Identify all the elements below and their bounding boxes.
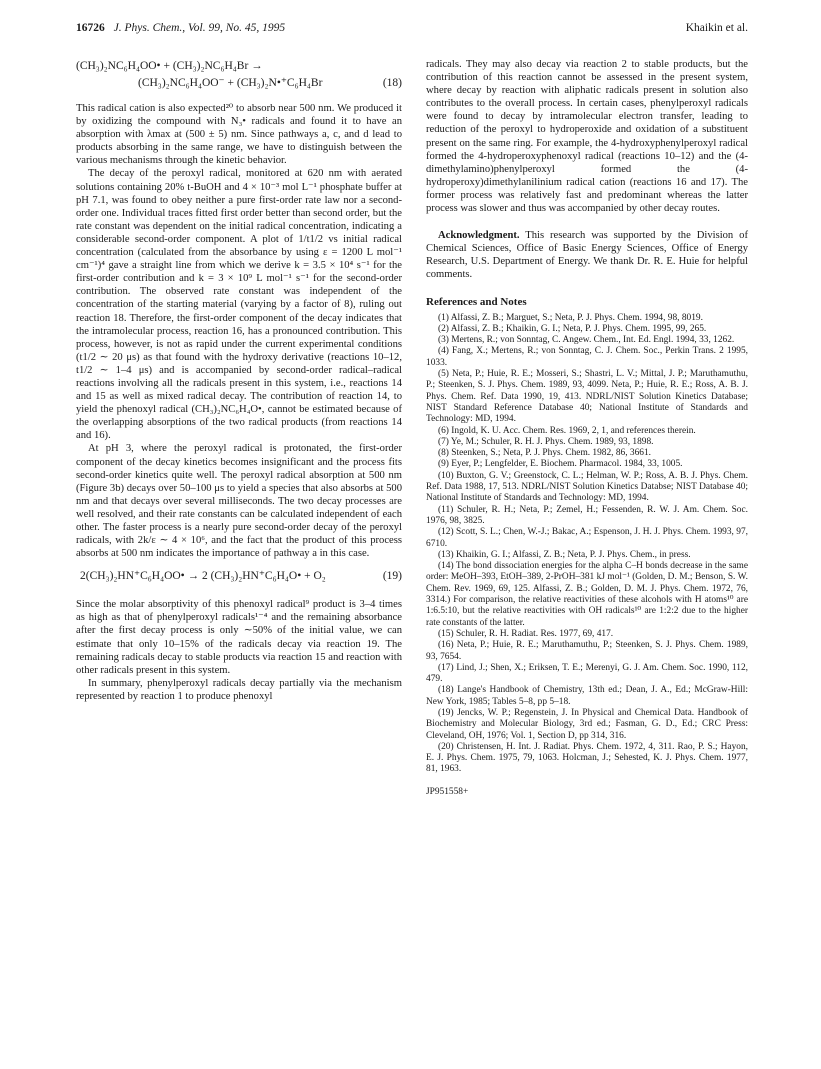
reference-item: (20) Christensen, H. Int. J. Radiat. Phys. Chem. 1972, 4, 311. Rao, P. S.; Hayon, E. J. Phys. Chem. 1975, 79, 1063. Holcman, J.; Sehested, K. J. Phys. Chem. 1977, 81, 1963. (426, 741, 748, 775)
reference-item: (2) Alfassi, Z. B.; Khaikin, G. I.; Neta, P. J. Phys. Chem. 1995, 99, 265. (438, 323, 707, 334)
reference-item: (9) Eyer, P.; Lengfelder, E. Biochem. Pharmacol. 1984, 33, 1005. (438, 459, 683, 470)
equation-19-text: 2(CH₃)₂HN⁺C₆H₄OO• → 2 (CH₃)₂HN⁺C₆H₄O• + O₂ (80, 570, 326, 583)
page-header (76, 22, 748, 38)
reference-item: (1) Alfassi, Z. B.; Marguet, S.; Neta, P. J. Phys. Chem. 1994, 98, 8019. (438, 312, 703, 323)
equation-18-line2: (CH₃)₂NC₆H₄OO⁻ + (CH₃)₂N•⁺C₆H₄Br (138, 77, 323, 89)
reference-item: (4) Fang, X.; Mertens, R.; von Sonntag, C. J. Chem. Soc., Perkin Trans. 2 1995, 1033. (426, 346, 748, 368)
equation-18-line1: (CH₃)₂NC₆H₄OO• + (CH₃)₂NC₆H₄Br → (76, 60, 263, 72)
reference-item: (18) Lange's Handbook of Chemistry, 13th ed.; Dean, J. A., Ed.; McGraw-Hill: New York, 1985; Tables 5–8, pp 5–18. (426, 685, 748, 707)
paragraph: radicals. They may also decay via reaction 2 to stable products, but the contribution of this reaction cannot be assessed in the present system, where decay by reaction with aliphatic radicals present in solution also contributes to the overall process. In certain cases, phenylperoxyl radicals were found to decay by intramolecular electron transfer, leading to reduction of the peroxyl to hydroperoxide and oxidation of a substituent present on the same ring. For example, the 4-hydroxyphenylperoxyl radical formed the 4-hydroperoxyphenoxyl radical (reactions 10–12) and the (4-dimethylamino)phenylperoxyl formed the (4-hydroperoxy)dimethylanilinium radical cation (reactions 16 and 17). The former process was relatively fast and predominant whereas the latter process was slower and thus was accompanied by other decay routes. (426, 59, 748, 215)
reference-item: (19) Jencks, W. P.; Regenstein, J. In Physical and Chemical Data. Handbook of Biochemistry and Molecular Biology, 3rd ed.; Fasman, G. D., Ed.; CRC Press: Cleveland, OH, 1976; Vol. 1, Section D, pp 314, 316. (426, 707, 748, 741)
reference-item: (3) Mertens, R.; von Sonntag, C. Angew. Chem., Int. Ed. Engl. 1994, 33, 1262. (438, 335, 735, 346)
acknowledgment-text: This research was supported by the Division of Chemical Sciences, Office of Basic Energy Sciences, Office of Energy Research, U.S. Department of Energy. We thank Dr. R. E. Huie for helpful comments. (426, 230, 748, 281)
reference-item: (10) Buxton, G. V.; Greenstock, C. L.; Helman, W. P.; Ross, A. B. J. Phys. Chem. Ref. Data 1988, 17, 513. NDRL/NIST Solution Kinetics Databse; NIST Database 40; National Institute of Standards and Technology: MD, 1994. (426, 470, 748, 504)
equation-18 (76, 58, 402, 92)
header-authors: Khaikin et al. (685, 22, 748, 34)
reference-item: (15) Schuler, R. H. Radiat. Res. 1977, 69, 417. (438, 628, 614, 639)
references-list (426, 313, 748, 776)
reference-item: (6) Ingold, K. U. Acc. Chem. Res. 1969, 2, 1, and references therein. (438, 425, 696, 436)
paragraph: The decay of the peroxyl radical, monitored at 620 nm with aerated solutions containing 20% t-BuOH and 4 × 10⁻³ mol L⁻¹ phosphate buffer at pH 7.1, was found to obey neither a pure first-order rate law nor a second-order one. Individual traces fitted first order better than second order, but the rate constant was dependent on the initial radical concentration, indicating a considerable second-order component. A plot of 1/t1/2 vs initial radical concentration (calculated from the absorbance by using ε = 1200 L mol⁻¹ cm⁻¹)⁴ gave a straight line from which we derive k = 3.5 × 10⁴ s⁻¹ for the first-order contribution and k = 3 × 10⁹ L mol⁻¹ s⁻¹ for the second-order contribution. The observed rate constant was independent of the concentration of the starting material (varying by a factor of 8), ruling out reaction 18. Therefore, the first-order component of the decay indicates that the intramolecular process, reaction 16, has a pronounced contribution. This process, however, is not as rapid under the current experimental conditions (t1/2 ∼ 20 μs) as that found with the hydroxy derivative (reactions 10–12, t1/2 ∼ 1–4 μs) and is accompanied by second-order radical–radical reactions involving all the radicals present in this system, i.e., reactions 14 and 15 as well as mixed radical decay. The contribution of reaction 14, to yield the phenoxyl radical (CH₃)₂NC₆H₄O•, cannot be estimated because of the overlapping absorptions of the two radical products (from reactions 14 and 16). (76, 168, 402, 442)
reference-item: (13) Khaikin, G. I.; Alfassi, Z. B.; Neta, P. J. Phys. Chem., in press. (438, 549, 691, 560)
acknowledgment-title: Acknowledgment. (438, 230, 520, 242)
reference-item: (5) Neta, P.; Huie, R. E.; Mosseri, S.; Shastri, L. V.; Mittal, J. P.; Maruthamuthu, P.; Steenken, S. J. Phys. Chem. 1989, 93, 4099. Neta, P.; Huie, R. E.; Ross, A. B. J. Phys. Chem. Ref. Data 1990, 19, 413. NDRL/NIST Solution Kinetics Database; NIST Standard Reference Database 40; National Institute of Standards and Technology: MD, 1994. (426, 369, 748, 425)
reference-item: (14) The bond dissociation energies for the alpha C–H bonds decrease in the same order: MeOH–393, EtOH–389, 2-PrOH–381 kJ mol⁻¹ (Golden, D. M.; Benson, S. W. Chem. Rev. 1969, 69, 125. Alfassi, Z. B.; Golden, D. M. J. Phys. Chem. 1972, 76, 3314.) For comparison, the relative reactivities of these alcohols with H atoms¹⁰ are 1:6.5:10, but the relative reactivities with OH radicals¹⁰ are 1:2:2 due to the higher rate constants of the latter. (426, 561, 748, 628)
paragraph: Since the molar absorptivity of this phenoxyl radical⁹ product is 3–4 times as high as that of phenylperoxyl radicals¹⁻⁴ and the remaining absorbance after the first decay process is only ∼50% of the initial value, we can estimate that only 10–15% of the radicals decay via reaction 19. The remaining radicals decay to stable products via reaction 15 and reaction with other radicals present in this system. (76, 599, 402, 676)
reference-item: (16) Neta, P.; Huie, R. E.; Maruthamuthu, P.; Steenken, S. J. Phys. Chem. 1989, 93, 7654. (426, 640, 748, 662)
reference-item: (11) Schuler, R. H.; Neta, P.; Zemel, H.; Fessenden, R. W. J. Am. Chem. Soc. 1976, 98, 3825. (426, 504, 748, 526)
left-column (76, 58, 402, 703)
references-heading: References and Notes (426, 295, 527, 308)
manuscript-id: JP951558+ (426, 786, 469, 797)
paragraph: At pH 3, where the peroxyl radical is protonated, the first-order component of the decay kinetics becomes insignificant and the process fits second-order kinetics quite well. The peroxyl radical absorption at 500 nm (Figure 3b) decays over 50–100 μs to yield a species that also absorbs at 500 nm and that decays over several milliseconds. The two decay processes are well resolved, and their rate constants can be calculated independent of each other. The faster process is a nearly pure second-order decay of the peroxyl radicals, with 2k/ε ∼ 4 × 10⁶, and the fact that the product of this process absorbs at 500 nm indicates the importance of pathway a in this case. (76, 443, 402, 560)
equation-19-number: (19) (382, 570, 402, 583)
header-left (76, 22, 285, 34)
reference-item: (7) Ye, M.; Schuler, R. H. J. Phys. Chem. 1989, 93, 1898. (438, 436, 654, 447)
paragraph: This radical cation is also expected²⁰ to absorb near 500 nm. We produced it by oxidizing the compound with N₃• radicals and found it to have an absorption with λmax at (500 ± 5) nm. Since pathways a, c, and d lead to products absorbing in the same range, we have to distinguish between the various mechanisms through the kinetic behavior. (76, 103, 402, 167)
paragraph: In summary, phenylperoxyl radicals decay partially via the mechanism represented by reaction 1 to produce phenoxyl (76, 677, 402, 702)
equation-19 (76, 570, 402, 588)
journal-citation: J. Phys. Chem., Vol. 99, No. 45, 1995 (113, 22, 286, 34)
reference-item: (8) Steenken, S.; Neta, P. J. Phys. Chem. 1982, 86, 3661. (438, 448, 652, 459)
acknowledgment (426, 229, 748, 281)
equation-18-number: (18) (382, 77, 402, 89)
page-number: 16726 (76, 22, 105, 34)
reference-item: (12) Scott, S. L.; Chen, W.-J.; Bakac, A.; Espenson, J. H. J. Phys. Chem. 1993, 97, 6710. (426, 527, 748, 549)
right-column (426, 58, 748, 799)
reference-item: (17) Lind, J.; Shen, X.; Eriksen, T. E.; Merenyi, G. J. Am. Chem. Soc. 1990, 112, 479. (426, 662, 748, 685)
